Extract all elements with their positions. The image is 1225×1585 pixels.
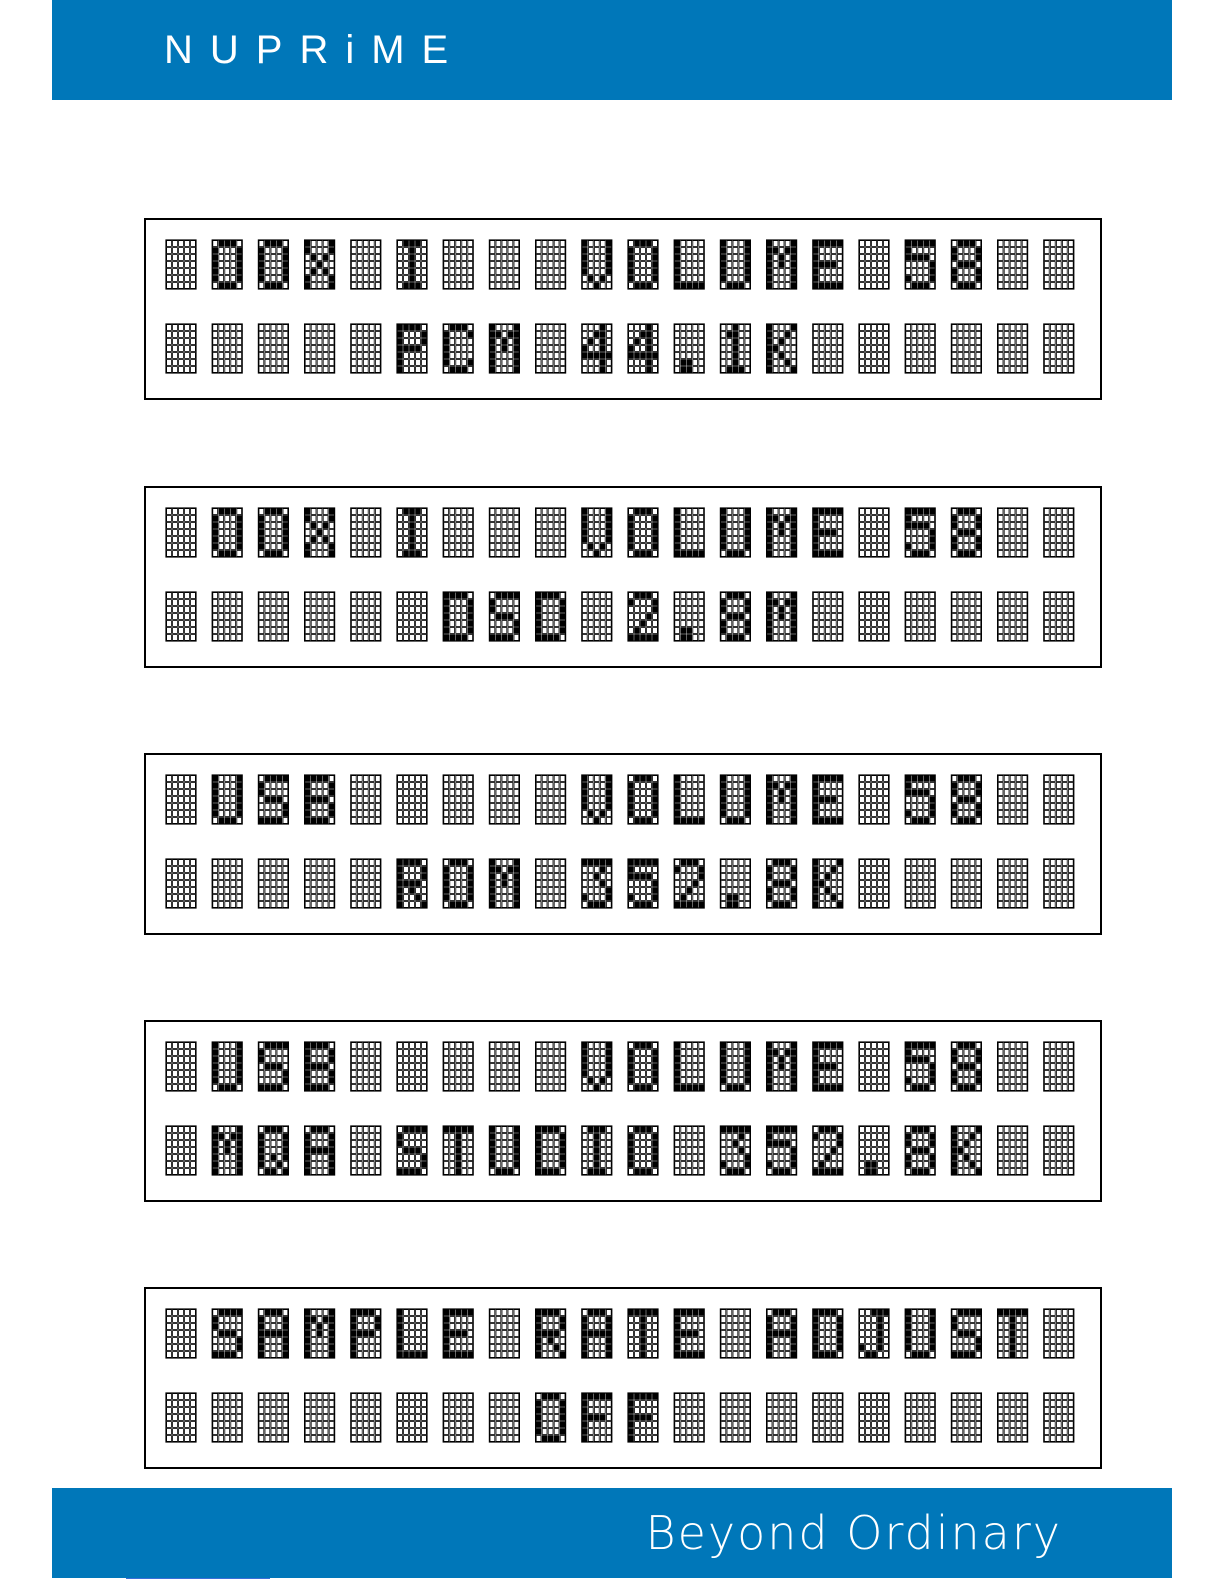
vfd-cell-2-2-8 bbox=[489, 592, 519, 641]
vfd-cell-4-1-12 bbox=[674, 1042, 704, 1091]
vfd-cell-1-1-19 bbox=[998, 240, 1028, 289]
vfd-panel-3 bbox=[144, 753, 1102, 935]
vfd-cell-1-1-20 bbox=[1044, 240, 1074, 289]
vfd-cell-5-1-3 bbox=[258, 1309, 288, 1358]
vfd-cell-1-1-16 bbox=[859, 240, 889, 289]
vfd-cell-3-1-12 bbox=[674, 775, 704, 824]
vfd-cell-5-1-2 bbox=[212, 1309, 242, 1358]
vfd-cell-2-1-17 bbox=[905, 508, 935, 557]
vfd-cell-4-1-13 bbox=[720, 1042, 750, 1091]
vfd-cell-4-2-16 bbox=[859, 1126, 889, 1175]
vfd-cell-4-1-10 bbox=[582, 1042, 612, 1091]
vfd-cell-2-2-16 bbox=[859, 592, 889, 641]
vfd-cell-2-1-11 bbox=[628, 508, 658, 557]
vfd-cell-5-2-10 bbox=[582, 1393, 612, 1442]
vfd-cell-4-1-5 bbox=[351, 1042, 381, 1091]
vfd-cell-5-2-19 bbox=[998, 1393, 1028, 1442]
vfd-cell-5-2-14 bbox=[767, 1393, 797, 1442]
vfd-cell-3-2-15 bbox=[813, 859, 843, 908]
vfd-cell-1-1-7 bbox=[443, 240, 473, 289]
vfd-panel-5 bbox=[144, 1287, 1102, 1469]
vfd-cell-1-1-2 bbox=[212, 240, 242, 289]
vfd-cell-3-2-17 bbox=[905, 859, 935, 908]
vfd-cell-2-2-1 bbox=[166, 592, 196, 641]
vfd-cell-4-2-5 bbox=[351, 1126, 381, 1175]
vfd-cell-4-2-17 bbox=[905, 1126, 935, 1175]
vfd-cell-4-1-4 bbox=[305, 1042, 335, 1091]
vfd-cell-5-2-8 bbox=[489, 1393, 519, 1442]
vfd-cell-3-2-16 bbox=[859, 859, 889, 908]
vfd-cell-3-1-11 bbox=[628, 775, 658, 824]
vfd-cell-4-1-20 bbox=[1044, 1042, 1074, 1091]
vfd-cell-1-2-16 bbox=[859, 324, 889, 373]
vfd-cell-3-2-10 bbox=[582, 859, 612, 908]
vfd-cell-5-2-5 bbox=[351, 1393, 381, 1442]
vfd-cell-2-1-20 bbox=[1044, 508, 1074, 557]
footer-band bbox=[52, 1488, 1172, 1578]
vfd-cell-4-2-2 bbox=[212, 1126, 242, 1175]
vfd-cell-4-1-17 bbox=[905, 1042, 935, 1091]
vfd-cell-3-1-18 bbox=[951, 775, 981, 824]
vfd-cell-2-2-4 bbox=[305, 592, 335, 641]
vfd-matrix-4 bbox=[146, 1022, 1100, 1200]
vfd-cell-1-2-10 bbox=[582, 324, 612, 373]
vfd-cell-3-2-1 bbox=[166, 859, 196, 908]
vfd-cell-3-1-2 bbox=[212, 775, 242, 824]
vfd-cell-5-1-9 bbox=[536, 1309, 566, 1358]
brand-logo: NUPRiME bbox=[164, 28, 466, 72]
vfd-cell-2-1-15 bbox=[813, 508, 843, 557]
vfd-cell-5-2-1 bbox=[166, 1393, 196, 1442]
vfd-cell-4-2-4 bbox=[305, 1126, 335, 1175]
vfd-cell-2-1-3 bbox=[258, 508, 288, 557]
vfd-matrix-1 bbox=[146, 220, 1100, 398]
vfd-cell-2-1-10 bbox=[582, 508, 612, 557]
vfd-cell-3-1-10 bbox=[582, 775, 612, 824]
vfd-cell-1-1-9 bbox=[536, 240, 566, 289]
vfd-cell-1-1-17 bbox=[905, 240, 935, 289]
vfd-cell-4-2-13 bbox=[720, 1126, 750, 1175]
vfd-cell-2-1-4 bbox=[305, 508, 335, 557]
vfd-cell-3-1-16 bbox=[859, 775, 889, 824]
vfd-cell-1-1-6 bbox=[397, 240, 427, 289]
vfd-cell-4-2-18 bbox=[951, 1126, 981, 1175]
vfd-cell-2-2-10 bbox=[582, 592, 612, 641]
vfd-cell-4-2-3 bbox=[258, 1126, 288, 1175]
vfd-cell-5-2-11 bbox=[628, 1393, 658, 1442]
vfd-cell-1-2-14 bbox=[767, 324, 797, 373]
vfd-cell-2-2-3 bbox=[258, 592, 288, 641]
vfd-cell-1-1-11 bbox=[628, 240, 658, 289]
vfd-cell-4-2-15 bbox=[813, 1126, 843, 1175]
vfd-cell-3-2-19 bbox=[998, 859, 1028, 908]
vfd-cell-1-2-18 bbox=[951, 324, 981, 373]
vfd-cell-4-1-2 bbox=[212, 1042, 242, 1091]
vfd-cell-5-1-5 bbox=[351, 1309, 381, 1358]
vfd-cell-4-2-10 bbox=[582, 1126, 612, 1175]
vfd-cell-5-2-17 bbox=[905, 1393, 935, 1442]
vfd-cell-4-2-6 bbox=[397, 1126, 427, 1175]
vfd-cell-3-2-5 bbox=[351, 859, 381, 908]
vfd-cell-2-2-9 bbox=[536, 592, 566, 641]
vfd-cell-4-1-9 bbox=[536, 1042, 566, 1091]
vfd-cell-5-1-6 bbox=[397, 1309, 427, 1358]
vfd-cell-3-1-1 bbox=[166, 775, 196, 824]
vfd-cell-1-2-13 bbox=[720, 324, 750, 373]
vfd-cell-4-2-8 bbox=[489, 1126, 519, 1175]
vfd-cell-2-2-7 bbox=[443, 592, 473, 641]
vfd-cell-5-1-17 bbox=[905, 1309, 935, 1358]
vfd-cell-4-2-1 bbox=[166, 1126, 196, 1175]
vfd-cell-3-2-4 bbox=[305, 859, 335, 908]
vfd-cell-4-1-3 bbox=[258, 1042, 288, 1091]
vfd-cell-1-1-1 bbox=[166, 240, 196, 289]
vfd-cell-3-1-7 bbox=[443, 775, 473, 824]
vfd-cell-2-1-9 bbox=[536, 508, 566, 557]
vfd-cell-1-1-4 bbox=[305, 240, 335, 289]
vfd-cell-4-1-18 bbox=[951, 1042, 981, 1091]
vfd-cell-2-2-14 bbox=[767, 592, 797, 641]
vfd-cell-1-2-12 bbox=[674, 324, 704, 373]
vfd-cell-1-2-1 bbox=[166, 324, 196, 373]
vfd-cell-2-1-19 bbox=[998, 508, 1028, 557]
vfd-cell-1-1-15 bbox=[813, 240, 843, 289]
vfd-cell-5-1-18 bbox=[951, 1309, 981, 1358]
vfd-cell-5-1-7 bbox=[443, 1309, 473, 1358]
vfd-cell-5-1-12 bbox=[674, 1309, 704, 1358]
vfd-cell-5-2-2 bbox=[212, 1393, 242, 1442]
vfd-cell-2-1-16 bbox=[859, 508, 889, 557]
vfd-cell-3-1-9 bbox=[536, 775, 566, 824]
vfd-cell-2-1-2 bbox=[212, 508, 242, 557]
vfd-cell-2-2-6 bbox=[397, 592, 427, 641]
vfd-cell-3-1-13 bbox=[720, 775, 750, 824]
vfd-cell-5-2-7 bbox=[443, 1393, 473, 1442]
vfd-cell-3-2-11 bbox=[628, 859, 658, 908]
vfd-cell-2-1-6 bbox=[397, 508, 427, 557]
vfd-cell-5-2-4 bbox=[305, 1393, 335, 1442]
vfd-cell-1-2-6 bbox=[397, 324, 427, 373]
vfd-cell-5-1-4 bbox=[305, 1309, 335, 1358]
vfd-cell-2-2-12 bbox=[674, 592, 704, 641]
vfd-cell-5-1-8 bbox=[489, 1309, 519, 1358]
vfd-cell-4-1-6 bbox=[397, 1042, 427, 1091]
vfd-cell-3-2-20 bbox=[1044, 859, 1074, 908]
vfd-cell-5-1-20 bbox=[1044, 1309, 1074, 1358]
vfd-panel-4 bbox=[144, 1020, 1102, 1202]
vfd-cell-3-2-9 bbox=[536, 859, 566, 908]
vfd-cell-5-1-14 bbox=[767, 1309, 797, 1358]
vfd-cell-4-1-14 bbox=[767, 1042, 797, 1091]
vfd-cell-2-2-17 bbox=[905, 592, 935, 641]
vfd-cell-3-1-14 bbox=[767, 775, 797, 824]
vfd-cell-5-2-9 bbox=[536, 1393, 566, 1442]
tagline: Beyond Ordinary bbox=[645, 1506, 1062, 1560]
vfd-cell-4-2-14 bbox=[767, 1126, 797, 1175]
vfd-cell-3-2-13 bbox=[720, 859, 750, 908]
vfd-cell-5-2-15 bbox=[813, 1393, 843, 1442]
vfd-cell-1-2-5 bbox=[351, 324, 381, 373]
vfd-cell-4-1-11 bbox=[628, 1042, 658, 1091]
vfd-cell-2-1-13 bbox=[720, 508, 750, 557]
vfd-cell-3-1-6 bbox=[397, 775, 427, 824]
vfd-cell-4-1-16 bbox=[859, 1042, 889, 1091]
vfd-cell-1-1-5 bbox=[351, 240, 381, 289]
vfd-cell-5-2-3 bbox=[258, 1393, 288, 1442]
vfd-cell-3-2-6 bbox=[397, 859, 427, 908]
vfd-cell-4-1-19 bbox=[998, 1042, 1028, 1091]
vfd-cell-1-2-7 bbox=[443, 324, 473, 373]
vfd-cell-1-2-8 bbox=[489, 324, 519, 373]
vfd-cell-2-1-14 bbox=[767, 508, 797, 557]
vfd-cell-2-2-5 bbox=[351, 592, 381, 641]
vfd-cell-4-1-1 bbox=[166, 1042, 196, 1091]
vfd-cell-4-1-15 bbox=[813, 1042, 843, 1091]
vfd-cell-1-1-14 bbox=[767, 240, 797, 289]
vfd-panel-1 bbox=[144, 218, 1102, 400]
vfd-cell-4-1-8 bbox=[489, 1042, 519, 1091]
vfd-cell-2-2-19 bbox=[998, 592, 1028, 641]
vfd-cell-4-2-7 bbox=[443, 1126, 473, 1175]
vfd-cell-2-1-7 bbox=[443, 508, 473, 557]
vfd-cell-4-2-12 bbox=[674, 1126, 704, 1175]
vfd-cell-1-1-13 bbox=[720, 240, 750, 289]
vfd-cell-3-2-12 bbox=[674, 859, 704, 908]
vfd-cell-5-2-16 bbox=[859, 1393, 889, 1442]
vfd-cell-5-1-1 bbox=[166, 1309, 196, 1358]
vfd-cell-2-2-11 bbox=[628, 592, 658, 641]
vfd-cell-2-2-20 bbox=[1044, 592, 1074, 641]
vfd-matrix-3 bbox=[146, 755, 1100, 933]
vfd-cell-5-1-19 bbox=[998, 1309, 1028, 1358]
vfd-cell-3-1-5 bbox=[351, 775, 381, 824]
vfd-cell-3-1-17 bbox=[905, 775, 935, 824]
vfd-cell-1-1-8 bbox=[489, 240, 519, 289]
vfd-cell-3-1-19 bbox=[998, 775, 1028, 824]
vfd-cell-2-1-8 bbox=[489, 508, 519, 557]
vfd-cell-1-2-2 bbox=[212, 324, 242, 373]
vfd-cell-5-2-13 bbox=[720, 1393, 750, 1442]
vfd-cell-5-1-11 bbox=[628, 1309, 658, 1358]
vfd-cell-3-2-8 bbox=[489, 859, 519, 908]
vfd-cell-3-2-18 bbox=[951, 859, 981, 908]
vfd-cell-3-2-14 bbox=[767, 859, 797, 908]
vfd-cell-2-2-18 bbox=[951, 592, 981, 641]
vfd-cell-5-2-20 bbox=[1044, 1393, 1074, 1442]
vfd-cell-2-2-13 bbox=[720, 592, 750, 641]
vfd-cell-3-2-2 bbox=[212, 859, 242, 908]
vfd-cell-2-2-2 bbox=[212, 592, 242, 641]
vfd-cell-1-2-11 bbox=[628, 324, 658, 373]
vfd-cell-2-1-5 bbox=[351, 508, 381, 557]
vfd-cell-1-1-3 bbox=[258, 240, 288, 289]
vfd-cell-4-2-11 bbox=[628, 1126, 658, 1175]
vfd-cell-5-2-6 bbox=[397, 1393, 427, 1442]
vfd-cell-5-1-15 bbox=[813, 1309, 843, 1358]
vfd-cell-3-2-7 bbox=[443, 859, 473, 908]
vfd-cell-5-1-16 bbox=[859, 1309, 889, 1358]
vfd-cell-1-2-19 bbox=[998, 324, 1028, 373]
header-band bbox=[52, 0, 1172, 100]
vfd-cell-2-1-1 bbox=[166, 508, 196, 557]
vfd-cell-3-1-3 bbox=[258, 775, 288, 824]
vfd-cell-1-2-17 bbox=[905, 324, 935, 373]
vfd-cell-1-2-3 bbox=[258, 324, 288, 373]
vfd-cell-3-1-8 bbox=[489, 775, 519, 824]
vfd-cell-4-1-7 bbox=[443, 1042, 473, 1091]
vfd-cell-4-2-9 bbox=[536, 1126, 566, 1175]
vfd-cell-1-1-18 bbox=[951, 240, 981, 289]
vfd-cell-4-2-19 bbox=[998, 1126, 1028, 1175]
vfd-cell-3-2-3 bbox=[258, 859, 288, 908]
vfd-panel-2 bbox=[144, 486, 1102, 668]
vfd-cell-2-1-18 bbox=[951, 508, 981, 557]
vfd-cell-1-2-15 bbox=[813, 324, 843, 373]
vfd-cell-5-1-10 bbox=[582, 1309, 612, 1358]
vfd-cell-1-2-9 bbox=[536, 324, 566, 373]
vfd-cell-1-2-20 bbox=[1044, 324, 1074, 373]
vfd-matrix-5 bbox=[146, 1289, 1100, 1467]
vfd-cell-3-1-15 bbox=[813, 775, 843, 824]
footer-link-underline bbox=[126, 1578, 270, 1579]
vfd-cell-4-2-20 bbox=[1044, 1126, 1074, 1175]
vfd-cell-1-1-12 bbox=[674, 240, 704, 289]
vfd-cell-3-1-4 bbox=[305, 775, 335, 824]
vfd-cell-2-1-12 bbox=[674, 508, 704, 557]
vfd-cell-5-2-18 bbox=[951, 1393, 981, 1442]
vfd-cell-1-2-4 bbox=[305, 324, 335, 373]
vfd-cell-5-1-13 bbox=[720, 1309, 750, 1358]
vfd-cell-1-1-10 bbox=[582, 240, 612, 289]
vfd-matrix-2 bbox=[146, 488, 1100, 666]
vfd-cell-3-1-20 bbox=[1044, 775, 1074, 824]
vfd-cell-5-2-12 bbox=[674, 1393, 704, 1442]
vfd-cell-2-2-15 bbox=[813, 592, 843, 641]
